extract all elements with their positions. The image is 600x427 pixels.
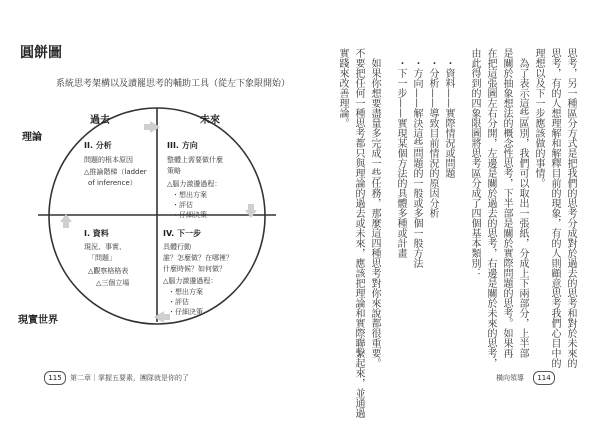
- section-title: 圓餅圖: [20, 45, 62, 61]
- closing-column: 如果你想要盡量多完成一些任務，那麼這四種思考對你來說都很重要。: [369, 58, 380, 368]
- quadrant-2-line: 問題的根本原因: [84, 156, 133, 164]
- quadrant-1-title: I. 資料: [84, 229, 109, 238]
- quadrant-3-line: ・評估: [172, 201, 193, 209]
- right-page-footer: 橫向領導: [496, 374, 524, 382]
- closing-column: 實踐來改善理論。: [337, 48, 348, 128]
- quadrant-2-title: II. 分析: [84, 141, 112, 150]
- label-reality: 現實世界: [18, 315, 58, 326]
- arrow-down-stem: [248, 204, 254, 210]
- left-page-number: 115: [44, 371, 66, 385]
- body-column: 思考，有的人想理解和解釋目前的現象，有的人則顧意思考我們心目中的: [549, 48, 560, 368]
- list-item: ・下一步——實現某個方法的具體多種或計畫: [395, 58, 406, 258]
- quadrant-3-line: 策略: [167, 167, 181, 175]
- closing-column: 不要把任何一種思考都只與理論的過去或未來，應該把理論和實際聯繫起來，並通過: [353, 48, 364, 418]
- quadrant-2-line: of inference）: [88, 179, 137, 187]
- body-column: 是關於抽象想法的概念性思考，下半部是關於實際問題的思考。如果再: [501, 48, 512, 358]
- quadrant-1-line: △觀察格格表: [88, 267, 129, 275]
- label-past: 過去: [90, 115, 110, 126]
- quadrant-4-line: △腦力激盪過程：: [163, 277, 218, 285]
- quadrant-4-line: 什麼時候？如何做？: [163, 265, 226, 273]
- arrow-right-stem: [144, 124, 150, 130]
- left-page-footer: 第二章｜掌握五要素，團隊就是你的了: [70, 374, 189, 382]
- label-future: 未來: [200, 115, 220, 126]
- body-column: 由此得到的四象限圖將思考區分成了四個基本類別：: [469, 48, 480, 278]
- body-column: 為了表示這些區別，我們可以取出一張紙，分成上下兩部分，上半部: [517, 58, 528, 358]
- quadrant-4-line: ・評估: [168, 298, 189, 306]
- quadrant-3-line: ・想出方案: [172, 191, 207, 199]
- quadrant-4-line: 誰？怎麼做？在哪裡？: [163, 254, 233, 262]
- quadrant-3-line: ・仔細決策: [172, 211, 207, 219]
- quadrant-4-line: ・仔細決策: [168, 308, 203, 316]
- list-item: ・資料——實際情況或問題: [443, 58, 454, 178]
- right-page-number: 114: [533, 371, 555, 385]
- label-theory: 理論: [22, 132, 42, 143]
- quadrant-3-line: 整體上需要做什麼: [167, 156, 223, 164]
- arrow-left-icon: [154, 311, 164, 323]
- body-column: 在把這張圖左右分開，左邊是關於過去的思考，右邊是關於未來的思考，: [485, 48, 496, 368]
- quadrant-2-line: △推論階梯（ladder: [84, 168, 147, 176]
- quadrant-3-title: III. 方向: [167, 141, 198, 150]
- quadrant-3-line: △腦力激盪過程：: [167, 180, 222, 188]
- body-column: 理想以及下一步應該做的事情。: [533, 48, 544, 188]
- arrow-right-icon: [150, 121, 160, 133]
- quadrant-1-line: △三個立場: [96, 279, 130, 287]
- arrow-down-icon: [245, 210, 257, 218]
- quadrant-1-line: 「問題」: [88, 254, 116, 262]
- list-item: ・方向——解決這些問題的一般或多個一般方法: [411, 58, 422, 268]
- quadrant-4-line: 具體行動: [163, 243, 191, 251]
- body-column: 思考，另一種區分方式是把我們的思考分成對於過去的思考和對於未來的: [565, 48, 576, 368]
- quadrant-1-line: 現況、事實、: [84, 243, 126, 251]
- list-item: ・分析——導致目前情況的原因分析: [427, 58, 438, 218]
- quadrant-4-title: IV. 下一步: [163, 229, 201, 238]
- arrow-up-stem: [63, 222, 69, 228]
- diagram-subtitle: 系統思考架構以及讀罷思考的輔助工具（從左下象限開始）: [56, 79, 291, 89]
- quadrant-4-line: ・想出方案: [168, 288, 203, 296]
